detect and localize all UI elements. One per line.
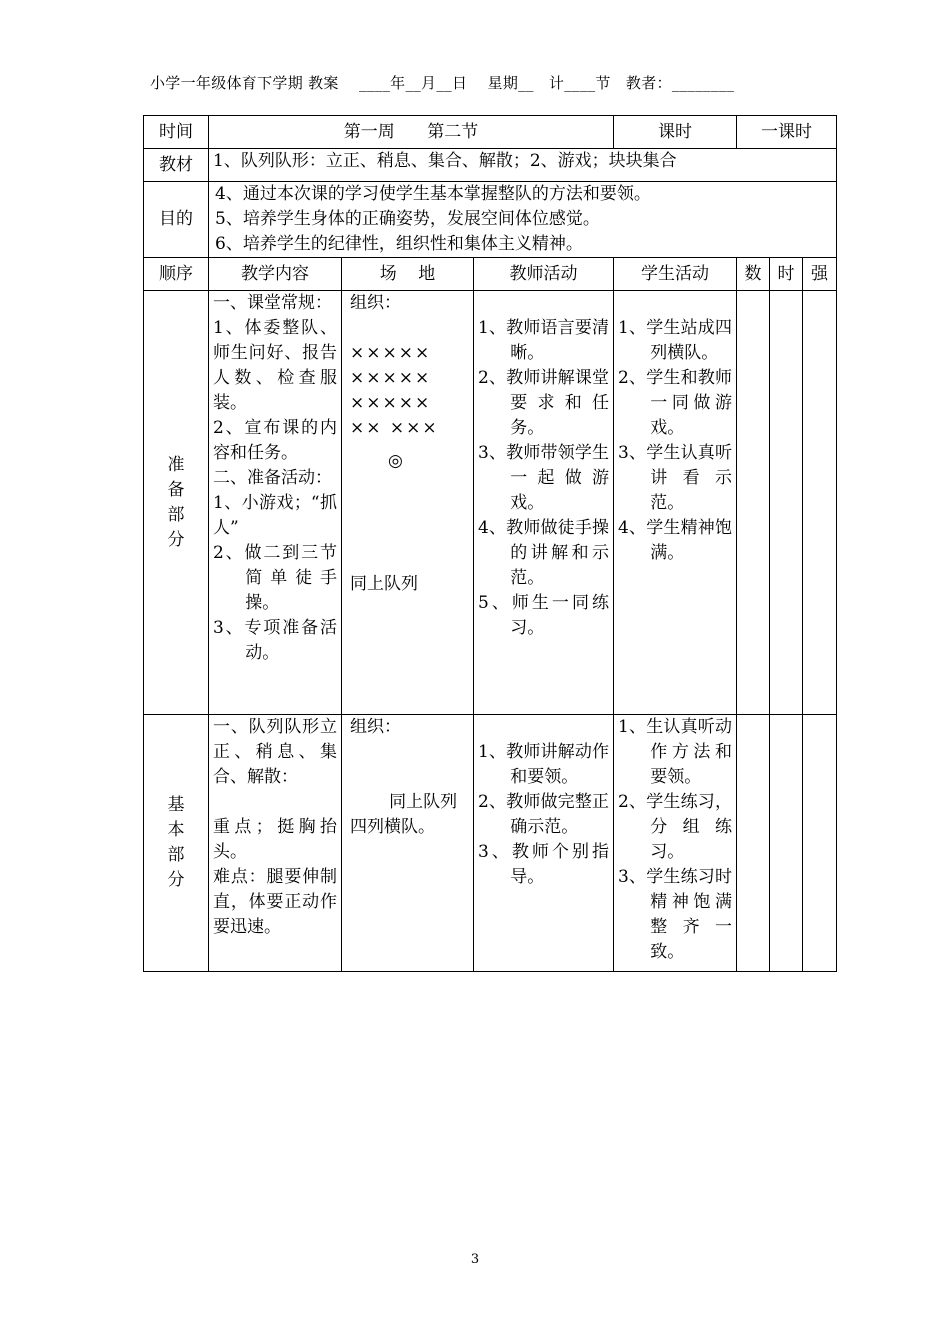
objective-item: 5、培养学生身体的正确姿势，发展空间体位感觉。 xyxy=(215,209,600,229)
teacher-item: 5、师生一同练习。 xyxy=(478,593,609,638)
prep-section-label: 准 备 部 分 xyxy=(144,291,209,715)
content-item: 一、队列队形立正、稍息、集合、解散： xyxy=(213,717,337,787)
student-item: 1、生认真听动作方法和要领。 xyxy=(618,717,732,787)
col-venue: 场 地 xyxy=(342,258,474,291)
basic-teacher-activity xyxy=(474,715,614,972)
venue-org-label: 组织： xyxy=(350,717,401,737)
prep-content xyxy=(209,291,342,715)
col-content: 教学内容 xyxy=(209,258,342,291)
col-student: 学生活动 xyxy=(614,258,737,291)
prep-section-row xyxy=(144,291,837,715)
student-item: 1、学生站成四列横队。 xyxy=(618,318,732,363)
student-item: 4、学生精神饱满。 xyxy=(618,518,732,563)
teacher-position-symbol: ◎ xyxy=(388,451,403,471)
teacher-item: 4、教师做徒手操的讲解和示范。 xyxy=(478,518,609,588)
basic-time-cell xyxy=(770,715,803,972)
formation-row: ××××× xyxy=(350,368,432,388)
lesson-plan-table xyxy=(143,115,837,972)
material-row xyxy=(144,149,837,182)
venue-note: 同上队列四列横队。 xyxy=(350,792,458,837)
content-item: 2、宣布课的内容和任务。 xyxy=(213,418,337,463)
time-row xyxy=(144,116,837,149)
col-intensity: 强 xyxy=(803,258,837,291)
teacher-item: 2、教师讲解课堂要求和任务。 xyxy=(478,368,609,438)
content-item: 重点；挺胸抬头。 xyxy=(213,817,337,862)
prep-venue xyxy=(342,291,474,715)
formation-row: ××××× xyxy=(350,393,432,413)
prep-count-cell xyxy=(737,291,770,715)
objective-list xyxy=(209,182,837,258)
teacher-item: 1、教师语言要清晰。 xyxy=(478,318,609,363)
column-header-row xyxy=(144,258,837,291)
content-item: 1、体委整队、师生问好、报告人数、检查服装。 xyxy=(213,318,337,413)
content-item: 难点：腿要伸制直，体要正动作要迅速。 xyxy=(213,867,337,937)
teacher-item: 1、教师讲解动作和要领。 xyxy=(478,742,609,787)
time-value: 第一周 第二节 xyxy=(209,116,614,149)
content-item: 3、专项准备活动。 xyxy=(213,618,337,663)
time-label: 时间 xyxy=(144,116,209,149)
formation-row: ××××× xyxy=(350,343,432,363)
col-count: 数 xyxy=(737,258,770,291)
student-item: 3、学生认真听讲看示范。 xyxy=(618,443,732,513)
basic-intensity-cell xyxy=(803,715,837,972)
venue-note: 同上队列 xyxy=(350,574,418,594)
material-value: 1、队列队形：立正、稍息、集合、解散；2、游戏；块块集合 xyxy=(209,149,837,182)
student-item: 3、学生练习时精神饱满整齐一致。 xyxy=(618,867,732,962)
prep-time-cell xyxy=(770,291,803,715)
content-item: 二、准备活动： xyxy=(213,468,332,488)
period-value: 一课时 xyxy=(737,116,837,149)
objective-row xyxy=(144,182,837,258)
col-teacher: 教师活动 xyxy=(474,258,614,291)
objective-label: 目的 xyxy=(144,182,209,258)
content-item-group xyxy=(213,541,337,666)
material-label: 教材 xyxy=(144,149,209,182)
period-label: 课时 xyxy=(614,116,737,149)
basic-student-activity xyxy=(614,715,737,972)
page-number: 3 xyxy=(470,1252,480,1267)
objective-item: 6、培养学生的纪律性，组织性和集体主义精神。 xyxy=(215,234,583,254)
venue-org-label: 组织： xyxy=(350,293,401,313)
basic-count-cell xyxy=(737,715,770,972)
content-item: 1、小游戏；“抓人” xyxy=(213,493,337,538)
basic-section-label: 基 本 部 分 xyxy=(144,715,209,972)
col-time: 时 xyxy=(770,258,803,291)
prep-student-activity xyxy=(614,291,737,715)
content-item: 一、课堂常规： xyxy=(213,293,332,313)
formation-row: ×× ××× xyxy=(350,418,439,438)
document-header: 小学一年级体育下学期 教案 ____年__月__日 星期__ 计____节 教者：________ xyxy=(150,74,735,92)
teacher-item: 3、教师带领学生一起做游戏。 xyxy=(478,443,609,513)
basic-content xyxy=(209,715,342,972)
prep-teacher-activity xyxy=(474,291,614,715)
basic-section-row xyxy=(144,715,837,972)
content-item: 2、做二到三节简单徒手操。 xyxy=(213,543,337,613)
teacher-item: 3、教师个别指导。 xyxy=(478,842,609,887)
objective-item: 4、通过本次课的学习使学生基本掌握整队的方法和要领。 xyxy=(215,184,651,204)
teacher-item: 2、教师做完整正确示范。 xyxy=(478,792,609,837)
student-item: 2、学生练习，分组练习。 xyxy=(618,792,732,862)
basic-venue xyxy=(342,715,474,972)
col-order: 顺序 xyxy=(144,258,209,291)
student-item: 2、学生和教师一同做游戏。 xyxy=(618,368,732,438)
prep-intensity-cell xyxy=(803,291,837,715)
